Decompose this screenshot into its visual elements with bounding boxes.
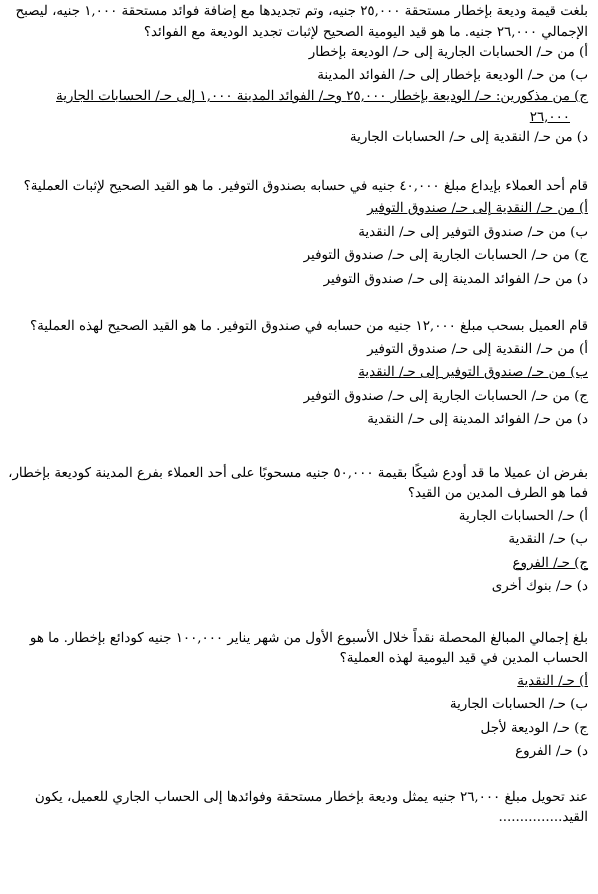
- question-4-option-b: ب) حـ/ النقدية: [508, 532, 588, 547]
- question-5-option-c: ج) حـ/ الوديعة لأجل: [480, 720, 588, 736]
- question-2-option-c: ج) من حـ/ الحسابات الجارية إلى حـ/ صندوق التوفير: [303, 248, 588, 263]
- question-3-option-b: ب) من حـ/ صندوق التوفير إلى حـ/ النقدية: [358, 365, 588, 380]
- question-3: [8, 317, 590, 432]
- question-2-option-d: د) من حـ/ الفوائد المدينة إلى حـ/ صندوق التوفير: [323, 271, 588, 287]
- question-4-option-a: أ) حـ/ الحسابات الجارية: [458, 508, 588, 524]
- question-5-option-b: ب) حـ/ الحسابات الجارية: [449, 697, 588, 712]
- question-3-option-c: ج) من حـ/ الحسابات الجارية إلى حـ/ صندوق التوفير: [303, 388, 588, 404]
- question-6: [8, 788, 590, 829]
- question-1-option-b: ب) من حـ/ الوديعة بإخطار إلى حـ/ الفوائد المدينة: [317, 67, 588, 83]
- question-3-text: قام العميل بسحب مبلغ ١٢,٠٠٠ جنيه من حسابه في صندوق التوفير. ما هو القيد الصحيح لهذه العملية؟: [29, 319, 588, 334]
- question-2-option-b: ب) من حـ/ صندوق التوفير إلى حـ/ النقدية: [358, 224, 588, 240]
- question-1-option-c: ج) من مذكورين: حـ/ الوديعة بإخطار ٢٥,٠٠٠ وحـ/ الفوائد المدينة ١,٠٠٠ إلى حـ/ الحسابات الجارية: [56, 89, 588, 104]
- question-3-option-d: د) من حـ/ الفوائد المدينة إلى حـ/ النقدية: [367, 412, 588, 427]
- question-1-option-c-amount: ٢٦,٠٠٠: [529, 109, 570, 125]
- question-3-option-a: أ) من حـ/ النقدية إلى حـ/ صندوق التوفير: [367, 341, 588, 357]
- question-2-text: قام أحد العملاء بإيداع مبلغ ٤٠,٠٠٠ جنيه في حسابه بصندوق التوفير. ما هو القيد الصحيح لإثبات العملية؟: [23, 178, 588, 194]
- question-6-text: عند تحويل مبلغ ٢٦,٠٠٠ جنيه يمثل وديعة بإخطار مستحقة وفوائدها إلى الحساب الجاري للعميل، يكون القيد...............: [34, 789, 588, 825]
- question-4: [8, 464, 590, 599]
- question-1-text: بلغت قيمة وديعة بإخطار مستحقة ٢٥,٠٠٠ جنيه، وتم تجديدها مع إضافة فوائد مستحقة ١,٠٠٠ جنيه، ليصبح الإجمالي ٢٦,٠٠٠ جنيه. ما هو قيد اليومية الصحيح لإثبات تجديد الوديعة مع الفوائد؟: [15, 4, 588, 40]
- question-4-option-d: د) حـ/ بنوك أخرى: [491, 579, 588, 594]
- question-2-option-a: أ) من حـ/ النقدية إلى حـ/ صندوق التوفير: [367, 201, 588, 216]
- question-1-option-d: د) من حـ/ النقدية إلى حـ/ الحسابات الجارية: [349, 130, 588, 145]
- question-4-option-c: ج) حـ/ الفروع: [512, 555, 588, 571]
- question-5-text: بلغ إجمالي المبالغ المحصلة نقداً خلال الأسبوع الأول من شهر يناير ١٠٠,٠٠٠ جنيه كودائع بإخطار. ما هو الحساب المدين في قيد اليومية لهذه العملية؟: [29, 630, 588, 666]
- question-1-option-a: أ) من حـ/ الحسابات الجارية إلى حـ/ الوديعة بإخطار: [308, 45, 588, 60]
- question-1: [8, 2, 590, 149]
- question-2: [8, 177, 590, 292]
- question-4-text: بفرض ان عميلا ما قد أودع شيكًا بقيمة ٥٠,٠٠٠ جنيه مسحوبًا على أحد العملاء بفرع المدينة كوديعة بإخطار، فما هو الطرف المدين من القيد؟: [8, 465, 588, 501]
- question-5-option-d: د) حـ/ الفروع: [515, 744, 588, 759]
- question-5: [8, 629, 590, 764]
- question-5-option-a: أ) حـ/ النقدية: [517, 673, 588, 689]
